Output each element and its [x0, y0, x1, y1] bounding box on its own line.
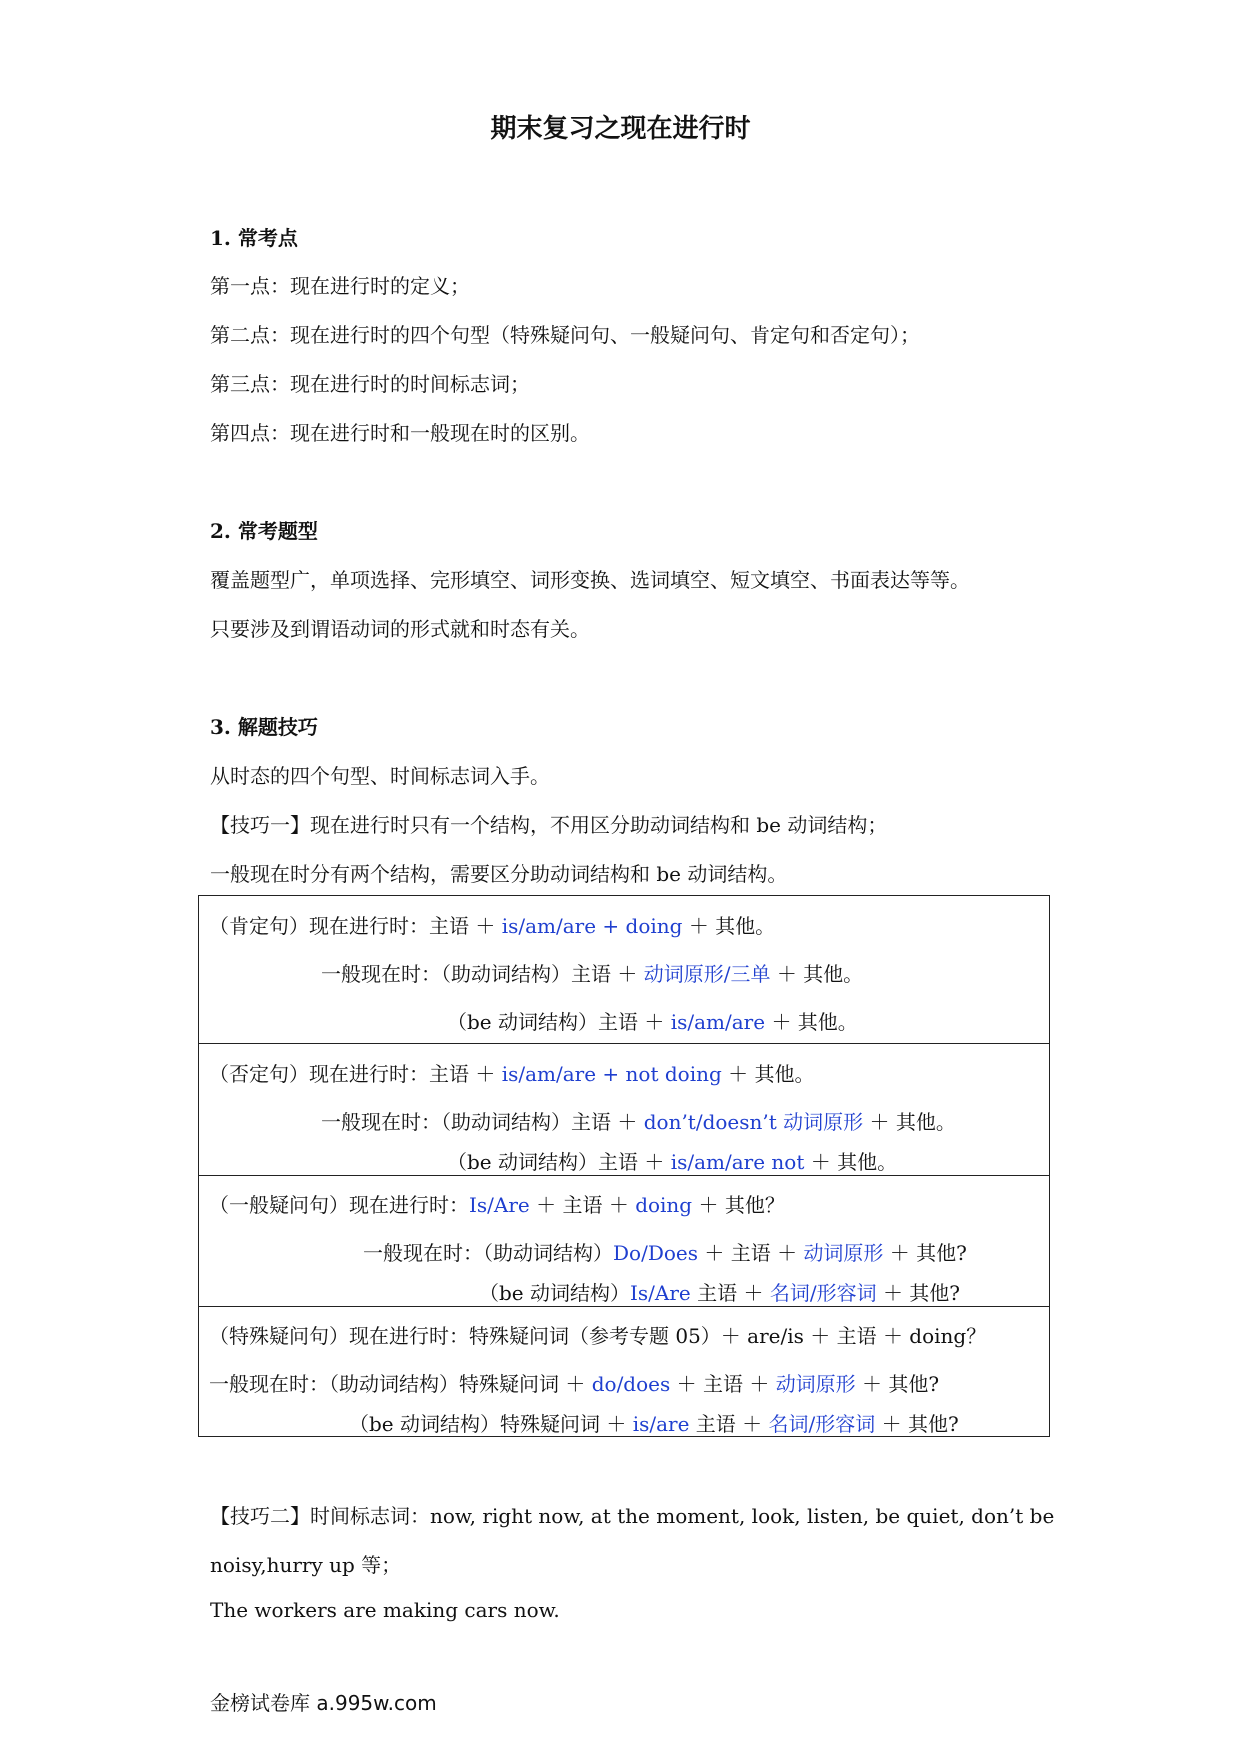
- section1-line: 第一点：现在进行时的定义；: [210, 274, 470, 298]
- section1-line: 第四点：现在进行时和一般现在时的区别。: [210, 421, 590, 445]
- tip2-line: 【技巧二】时间标志词：now, right now, at the moment, look, listen, be quiet, don’t be: [210, 1504, 1055, 1528]
- general-question-simple-present-be: [479, 1277, 960, 1306]
- row-text: 主语 ＋: [697, 1281, 764, 1305]
- row-structure: 动词原形/三单: [643, 962, 771, 986]
- section3-line: 一般现在时分有两个结构，需要区分助动词结构和 be 动词结构。: [210, 862, 788, 886]
- tip2-line: noisy,hurry up 等；: [210, 1553, 402, 1577]
- table-divider: [199, 1306, 1049, 1307]
- negative-present-continuous: [209, 1058, 815, 1087]
- row-text: ＋ 主语 ＋: [676, 1372, 770, 1396]
- special-question-simple-present-aux: [209, 1368, 939, 1397]
- row-text: （be 动词结构）主语 ＋: [447, 1150, 665, 1174]
- row-text: （特殊疑问句）现在进行时：特殊疑问词（参考专题 05）＋ are/is ＋ 主语 ＋ doing？: [209, 1324, 987, 1348]
- row-text: （be 动词结构）: [479, 1281, 630, 1305]
- row-text: 主语 ＋: [695, 1412, 763, 1436]
- row-text: ＋ 主语 ＋: [704, 1241, 798, 1265]
- row-text: 一般现在时：（助动词结构）主语 ＋: [321, 962, 638, 986]
- row-structure: Do/Does: [613, 1241, 698, 1265]
- affirmative-present-continuous: [209, 910, 775, 939]
- row-text: 一般现在时：（助动词结构）: [363, 1241, 613, 1265]
- row-structure: Is/Are: [630, 1281, 691, 1305]
- row-structure: is/are: [632, 1412, 690, 1436]
- tense-comparison-table: [198, 895, 1050, 1437]
- section2-line: 覆盖题型广，单项选择、完形填空、词形变换、选词填空、短文填空、书面表达等等。: [210, 568, 970, 592]
- row-text: （肯定句）现在进行时：主语 ＋: [209, 914, 496, 938]
- row-text: ＋ 主语 ＋: [536, 1193, 629, 1217]
- row-text: （be 动词结构）主语 ＋: [447, 1010, 665, 1034]
- row-structure: is/am/are: [670, 1010, 766, 1034]
- special-question-present-continuous: [209, 1320, 986, 1349]
- row-text: ＋ 其他?: [889, 1241, 967, 1265]
- tip1-line: 【技巧一】现在进行时只有一个结构，不用区分助动词结构和 be 动词结构；: [210, 813, 888, 837]
- row-text: ＋ 其他。: [688, 914, 776, 938]
- row-text: ＋ 其他。: [869, 1110, 956, 1134]
- section2-line: 只要涉及到谓语动词的形式就和时态有关。: [210, 617, 590, 641]
- special-question-simple-present-be: [349, 1408, 959, 1437]
- row-text: ＋ 其他?: [881, 1412, 959, 1436]
- section1-line: 第三点：现在进行时的时间标志词；: [210, 372, 530, 396]
- affirmative-simple-present-aux: [321, 958, 863, 987]
- row-structure: do/does: [591, 1372, 671, 1396]
- row-structure: 名词/形容词: [768, 1412, 876, 1436]
- row-structure: 动词原形: [775, 1372, 856, 1396]
- section3-line: 从时态的四个句型、时间标志词入手。: [210, 764, 550, 788]
- row-structure: don’t/doesn’t 动词原形: [643, 1110, 864, 1134]
- row-structure: doing: [635, 1193, 693, 1217]
- row-text: （be 动词结构）特殊疑问词 ＋: [349, 1412, 627, 1436]
- section3-heading: 3. 解题技巧: [210, 715, 318, 739]
- row-structure: 动词原形: [803, 1241, 884, 1265]
- row-text: （否定句）现在进行时：主语 ＋: [209, 1062, 496, 1086]
- section2-heading: 2. 常考题型: [210, 519, 318, 543]
- row-structure: 名词/形容词: [769, 1281, 877, 1305]
- row-text: ＋ 其他。: [776, 962, 864, 986]
- row-text: 一般现在时：（助动词结构）主语 ＋: [321, 1110, 638, 1134]
- general-question-present-continuous: [209, 1189, 785, 1218]
- row-structure: Is/Are: [469, 1193, 530, 1217]
- section1-line: 第二点：现在进行时的四个句型（特殊疑问句、一般疑问句、肯定句和否定句）；: [210, 323, 920, 347]
- table-divider: [199, 1175, 1049, 1176]
- row-text: ＋ 其他?: [882, 1281, 961, 1305]
- page-title: 期末复习之现在进行时: [490, 114, 751, 144]
- row-text: ＋ 其他?: [862, 1372, 940, 1396]
- row-structure: is/am/are + not doing: [501, 1062, 722, 1086]
- section1-heading: 1. 常考点: [210, 226, 298, 250]
- row-structure: is/am/are not: [670, 1150, 805, 1174]
- row-text: ＋ 其他。: [771, 1010, 858, 1034]
- row-structure: is/am/are + doing: [501, 914, 683, 938]
- row-text: ＋ 其他。: [810, 1150, 898, 1174]
- row-text: ＋ 其他。: [728, 1062, 815, 1086]
- row-text: ＋ 其他？: [698, 1193, 785, 1217]
- general-question-simple-present-aux: [363, 1237, 967, 1266]
- example-sentence: The workers are making cars now.: [210, 1598, 560, 1622]
- affirmative-simple-present-be: [447, 1006, 858, 1035]
- footer-source: 金榜试卷库 a.995w.com: [210, 1691, 437, 1715]
- row-text: 一般现在时：（助动词结构）特殊疑问词 ＋: [209, 1372, 586, 1396]
- row-text: （一般疑问句）现在进行时：: [209, 1193, 469, 1217]
- negative-simple-present-be: [447, 1146, 897, 1175]
- table-divider: [199, 1043, 1049, 1044]
- negative-simple-present-aux: [321, 1106, 956, 1135]
